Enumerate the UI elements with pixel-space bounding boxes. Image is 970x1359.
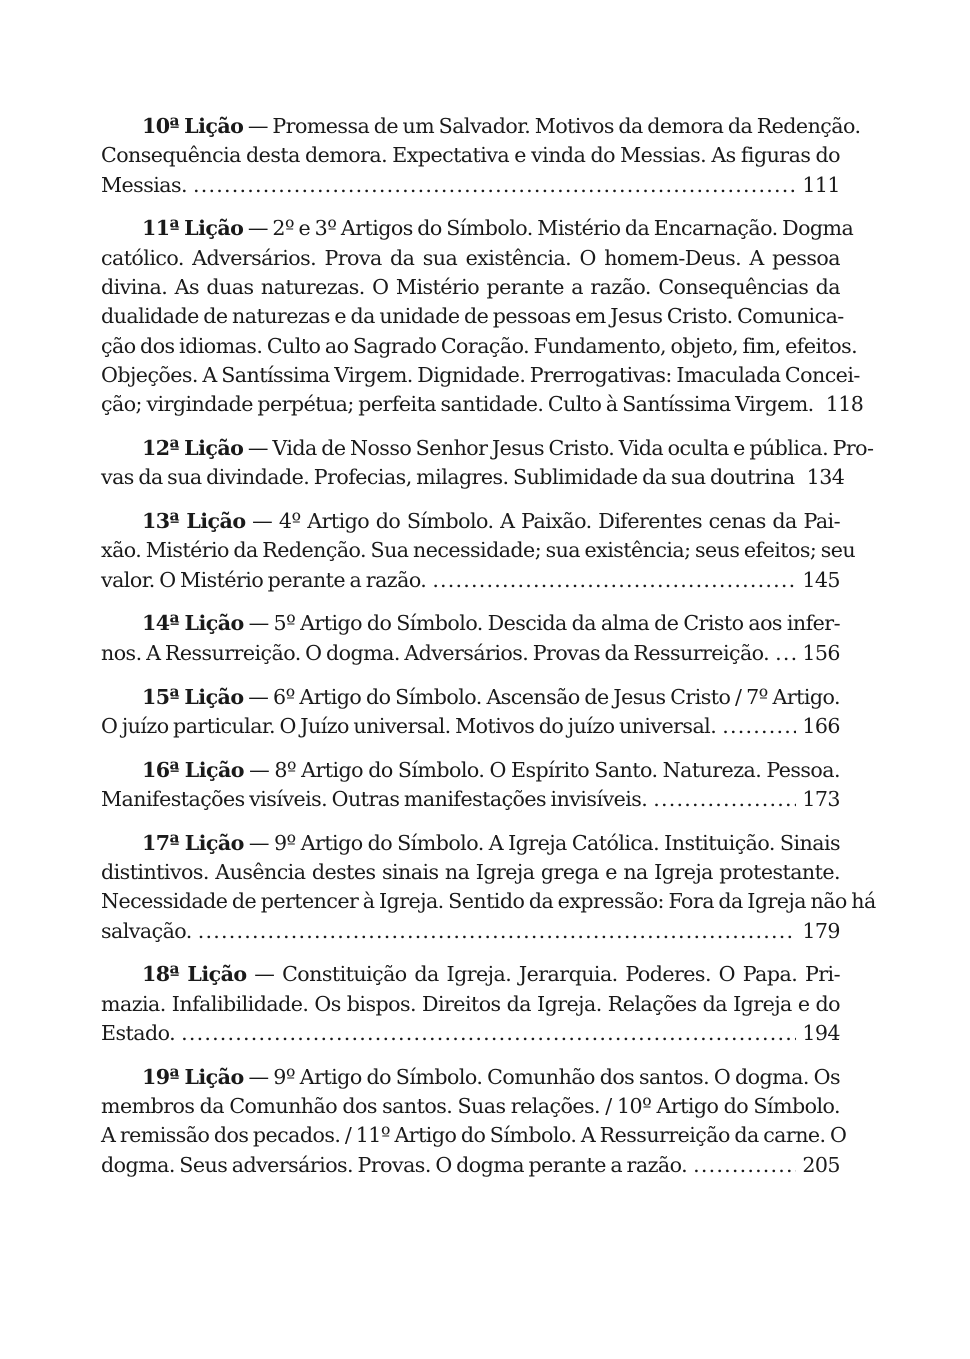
toc-entry xyxy=(101,1063,847,1180)
page-number: 156 xyxy=(802,640,840,665)
dot-leader xyxy=(693,1151,796,1180)
toc-entry-line xyxy=(101,1092,840,1121)
toc-entry xyxy=(101,507,856,595)
lesson-number: 13ª Lição xyxy=(142,509,246,534)
page-number: 205 xyxy=(802,1152,840,1177)
toc-entry-line xyxy=(101,244,840,273)
entry-text: — 8º Artigo do Símbolo. O Espírito Santo. Natureza. Pessoa. xyxy=(249,757,840,782)
toc-entry-last-line xyxy=(101,639,840,668)
entry-text: Consequência desta demora. Expectativa e vinda do Messias. As figuras do xyxy=(101,143,840,168)
dot-leader xyxy=(432,566,796,595)
toc-entry-last-line xyxy=(101,917,840,946)
page-number: 111 xyxy=(802,172,840,197)
entry-text: Manifestações visíveis. Outras manifestações invisíveis. xyxy=(101,786,648,811)
dot-leader xyxy=(653,785,796,814)
toc-entry-line xyxy=(101,887,876,916)
entry-text: — 9º Artigo do Símbolo. Comunhão dos santos. O dogma. Os xyxy=(248,1064,840,1089)
entry-text: ção dos idiomas. Culto ao Sagrado Coração. Fundamento, objeto, fim, efeitos. xyxy=(101,333,858,358)
entry-text: salvação. xyxy=(101,918,192,943)
toc-entry xyxy=(101,756,840,815)
lesson-number: 18ª Lição xyxy=(142,962,247,987)
page-number: 145 xyxy=(802,567,840,592)
entry-text: — Promessa de um Salvador. Motivos da demora da Redenção. xyxy=(247,114,861,138)
lesson-number: 11ª Lição xyxy=(142,216,244,241)
lesson-number: 16ª Lição xyxy=(142,757,244,782)
entry-text: vas da sua divindade. Profecias, milagres. Sublimidade da sua doutrina xyxy=(101,465,795,490)
entry-text: nos. A Ressurreição. O dogma. Adversários. Provas da Ressurreição. xyxy=(101,640,770,665)
toc-entry xyxy=(101,609,840,668)
lesson-number: 15ª Lição xyxy=(142,684,244,709)
lesson-number: 10ª Lição xyxy=(142,114,244,138)
toc-entry-line xyxy=(101,756,840,785)
entry-text: ção; virgindade perpétua; perfeita santidade. Culto à Santíssima Virgem. xyxy=(101,392,814,417)
toc-entry xyxy=(101,434,874,493)
entry-text: valor. O Mistério perante a razão. xyxy=(101,567,427,592)
table-of-contents xyxy=(101,112,876,1195)
entry-text: membros da Comunhão dos santos. Suas relações. / 10º Artigo do Símbolo. xyxy=(101,1094,840,1119)
toc-entry-line xyxy=(101,683,840,712)
toc-entry-line xyxy=(101,990,840,1019)
entry-text: distintivos. Ausência destes sinais na Igreja grega e na Igreja protestante. xyxy=(101,860,840,885)
toc-entry xyxy=(101,683,840,742)
lesson-number: 14ª Lição xyxy=(142,611,244,636)
toc-entry-line xyxy=(101,112,861,141)
entry-text: dogma. Seus adversários. Provas. O dogma perante a razão. xyxy=(101,1152,688,1177)
entry-text: católico. Adversários. Prova da sua existência. O homem-Deus. A pessoa xyxy=(101,245,840,270)
dot-leader xyxy=(181,1019,796,1048)
toc-entry-last-line xyxy=(101,463,845,492)
entry-text: Necessidade de pertencer à Igreja. Sentido da expressão: Fora da Igreja não há xyxy=(101,889,876,914)
page-number: 118 xyxy=(825,392,864,417)
page-number: 179 xyxy=(802,918,840,943)
toc-entry-line xyxy=(101,858,840,887)
dot-leader xyxy=(722,712,796,741)
entry-text: — 4º Artigo do Símbolo. A Paixão. Diferentes cenas da Pai- xyxy=(252,509,840,534)
entry-text: dualidade de naturezas e da unidade de pessoas em Jesus Cristo. Comunica- xyxy=(101,304,844,329)
page-number: 173 xyxy=(802,786,840,811)
toc-entry-line xyxy=(101,507,840,536)
toc-entry-line xyxy=(101,302,844,331)
toc-entry-line xyxy=(101,273,840,302)
toc-entry xyxy=(101,112,861,200)
toc-entry xyxy=(101,829,876,946)
lesson-number: 12ª Lição xyxy=(142,435,244,460)
toc-entry-line xyxy=(101,214,854,243)
entry-text: — 9º Artigo do Símbolo. A Igreja Católica. Instituição. Sinais xyxy=(248,830,841,855)
entry-text: Objeções. A Santíssima Virgem. Dignidade. Prerrogativas: Imaculada Concei- xyxy=(101,362,860,387)
lesson-number: 17ª Lição xyxy=(142,830,244,855)
entry-text: xão. Mistério da Redenção. Sua necessidade; sua existência; seus efeitos; seu xyxy=(101,538,856,563)
toc-entry-last-line xyxy=(101,566,840,595)
page-number: 134 xyxy=(806,465,845,490)
toc-entry-last-line xyxy=(101,1151,840,1180)
entry-text: mazia. Infalibilidade. Os bispos. Direitos da Igreja. Relações da Igreja e do xyxy=(101,991,840,1016)
entry-text: divina. As duas naturezas. O Mistério perante a razão. Consequências da xyxy=(101,274,840,299)
toc-entry-line xyxy=(101,960,840,989)
entry-text: — 6º Artigo do Símbolo. Ascensão de Jesus Cristo / 7º Artigo. xyxy=(248,684,841,709)
toc-entry-line xyxy=(101,1121,847,1150)
dot-leader xyxy=(775,639,796,668)
toc-entry-last-line xyxy=(101,390,864,419)
dot-leader xyxy=(193,171,796,200)
entry-text: — 5º Artigo do Símbolo. Descida da alma de Cristo aos infer- xyxy=(248,611,840,636)
dot-leader xyxy=(198,917,797,946)
entry-text: A remissão dos pecados. / 11º Artigo do Símbolo. A Ressurreição da carne. O xyxy=(101,1123,847,1148)
toc-entry-last-line xyxy=(101,1019,840,1048)
page-number: 194 xyxy=(802,1021,840,1046)
toc-entry-line xyxy=(101,829,840,858)
toc-entry-line xyxy=(101,536,856,565)
entry-text: Messias. xyxy=(101,172,187,197)
entry-text: — Vida de Nosso Senhor Jesus Cristo. Vida oculta e pública. Pro- xyxy=(247,435,874,460)
toc-entry xyxy=(101,960,840,1048)
toc-entry-line xyxy=(101,141,840,170)
toc-entry-line xyxy=(101,1063,840,1092)
toc-entry-line xyxy=(101,332,858,361)
toc-entry-line xyxy=(101,361,860,390)
toc-entry-line xyxy=(101,609,840,638)
lesson-number: 19ª Lição xyxy=(142,1064,244,1089)
toc-entry-last-line xyxy=(101,712,840,741)
toc-entry-last-line xyxy=(101,785,840,814)
toc-entry-line xyxy=(101,434,874,463)
entry-text: O juízo particular. O Juízo universal. Motivos do juízo universal. xyxy=(101,713,717,738)
toc-entry-last-line xyxy=(101,171,840,200)
entry-text: — 2º e 3º Artigos do Símbolo. Mistério da Encarnação. Dogma xyxy=(247,216,854,241)
toc-entry xyxy=(101,214,864,419)
entry-text: — Constituição da Igreja. Jerarquia. Poderes. O Papa. Pri- xyxy=(254,962,840,987)
page-number: 166 xyxy=(802,713,840,738)
entry-text: Estado. xyxy=(101,1021,176,1046)
